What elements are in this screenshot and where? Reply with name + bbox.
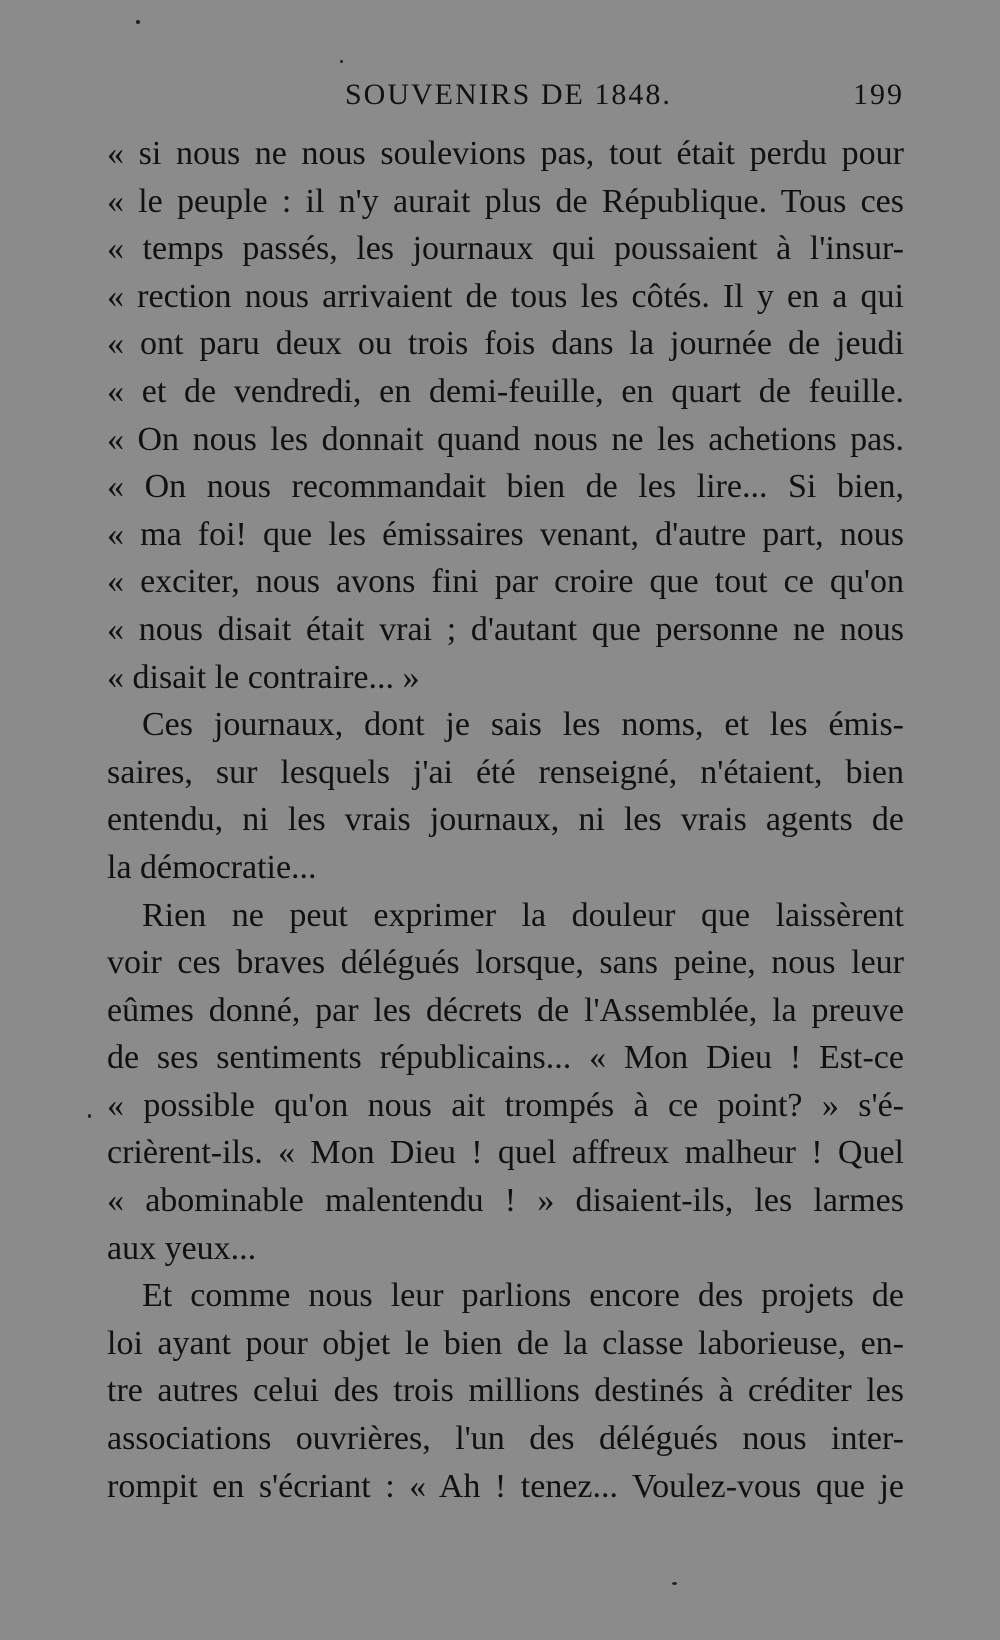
text-line: « le peuple : il n'y aurait plus de République. Tous ces xyxy=(107,182,904,220)
ink-speck xyxy=(340,60,343,63)
text-line: de ses sentiments républicains... « Mon Dieu ! Est-ce xyxy=(107,1039,904,1077)
text-line: « On nous les donnait quand nous ne les achetions pas. xyxy=(107,420,904,458)
ink-speck xyxy=(136,20,140,24)
text-line: eûmes donné, par les décrets de l'Assemblée, la preuve xyxy=(107,991,904,1029)
text-line: loi ayant pour objet le bien de la classe laborieuse, en- xyxy=(107,1324,904,1362)
body-text xyxy=(107,130,904,1510)
paragraph-first-line: Ces journaux, dont je sais les noms, et les émis- xyxy=(142,706,904,744)
text-line: « exciter, nous avons fini par croire que tout ce qu'on xyxy=(107,563,904,601)
running-title: SOUVENIRS DE 1848. xyxy=(345,78,672,111)
text-line: « possible qu'on nous ait trompés à ce point? » s'é- xyxy=(107,1086,904,1124)
text-line: « et de vendredi, en demi-feuille, en quart de feuille. xyxy=(107,372,904,410)
text-line: « ont paru deux ou trois fois dans la journée de jeudi xyxy=(107,325,904,363)
text-line: la démocratie... xyxy=(107,848,317,886)
text-line: « ma foi! que les émissaires venant, d'autre part, nous xyxy=(107,515,904,553)
text-line: « rection nous arrivaient de tous les côtés. Il y en a qui xyxy=(107,277,904,315)
ink-speck xyxy=(672,1582,677,1585)
text-line: associations ouvrières, l'un des délégués nous inter- xyxy=(107,1420,904,1458)
text-line: tre autres celui des trois millions destinés à créditer les xyxy=(107,1372,904,1410)
text-line: « disait le contraire... » xyxy=(107,658,420,696)
text-line: voir ces braves délégués lorsque, sans peine, nous leur xyxy=(107,944,904,982)
text-line: entendu, ni les vrais journaux, ni les vrais agents de xyxy=(107,801,904,839)
ink-speck xyxy=(88,1114,91,1118)
text-line: « si nous ne nous soulevions pas, tout était perdu pour xyxy=(107,135,904,172)
paragraph-first-line: Rien ne peut exprimer la douleur que laissèrent xyxy=(142,896,904,934)
page-header xyxy=(107,78,904,118)
paragraph-first-line: Et comme nous leur parlions encore des projets de xyxy=(142,1277,904,1315)
text-line: saires, sur lesquels j'ai été renseigné, n'étaient, bien xyxy=(107,753,904,791)
text-line: rompit en s'écriant : « Ah ! tenez... Voulez-vous que je xyxy=(107,1467,904,1505)
text-line: « On nous recommandait bien de les lire... Si bien, xyxy=(107,468,904,506)
text-line: « nous disait était vrai ; d'autant que personne ne nous xyxy=(107,610,904,648)
page-number: 199 xyxy=(853,78,904,111)
text-line: « abominable malentendu ! » disaient-ils, les larmes xyxy=(107,1182,904,1220)
text-line: crièrent-ils. « Mon Dieu ! quel affreux malheur ! Quel xyxy=(107,1134,904,1172)
text-line: « temps passés, les journaux qui poussaient à l'insur- xyxy=(107,230,904,268)
text-line: aux yeux... xyxy=(107,1229,257,1267)
